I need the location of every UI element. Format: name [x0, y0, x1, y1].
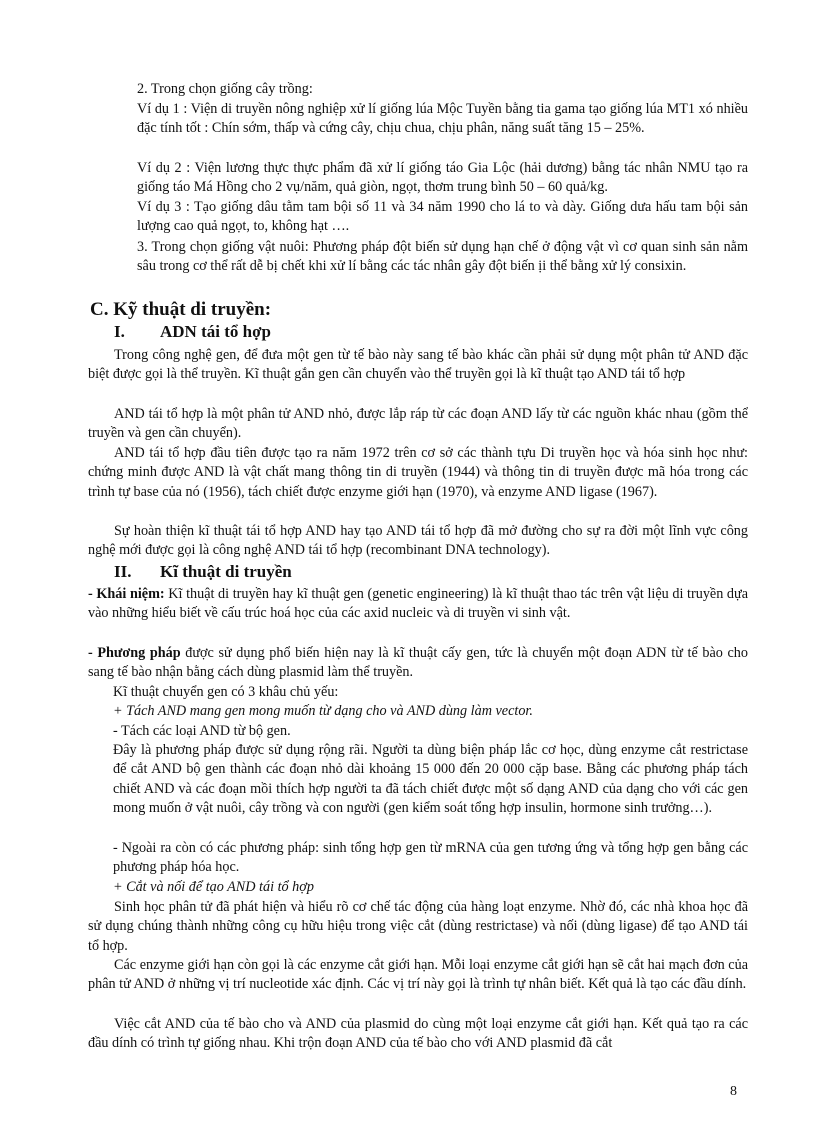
section-3-paragraph: 3. Trong chọn giống vật nuôi: Phương pháp đột biến sử dụng hạn chế ở động vật vì cơ quan sinh sản nằm sâu trong cơ thể rất dễ bị chết khi xử lí bằng các tác nhân gây đột biến ịi thể bằng xử lý consixin. — [137, 239, 748, 275]
stages-intro: Kĩ thuật chuyển gen có 3 khâu chủ yếu: — [113, 684, 339, 700]
step-1: + Tách AND mang gen mong muốn từ dạng cho và AND dùng làm vector. — [113, 703, 533, 719]
section-2-heading: 2. Trong chọn giống cây trồng: — [137, 81, 313, 97]
part-i-paragraph-3: AND tái tổ hợp đầu tiên được tạo ra năm 1972 trên cơ sở các thành tựu Di truyền học và hóa sinh học như: chứng minh được AND là vật chất mang thông tin di truyền (1944) và thông tin di truyền được mã hóa trong các trình tự base của nó (1956), tách chiết được enzyme giới hạn (1970), và enzyme AND ligase (1967). — [88, 445, 748, 500]
cutting-paragraph: Việc cắt AND của tế bào cho và AND của plasmid do cùng một loại enzyme cắt giới hạn. Kết quả tạo ra các đầu dính có trình tự giống nhau. Khi trộn đoạn AND của tế bào cho với AND plasmid đã cắt — [88, 1016, 748, 1052]
part-i-title: ADN tái tổ hợp — [160, 322, 271, 341]
molecular-biology-paragraph: Sinh học phân tử đã phát hiện và hiểu rõ cơ chế tác động của hàng loạt enzyme. Nhờ đó, các nhà khoa học đã sử dụng chúng thành những công cụ hữu hiệu trong việc cắt (dùng restrictase) và nối (dùng ligase) để tạo AND tái tổ hợp. — [88, 899, 748, 954]
restriction-paragraph: Đây là phương pháp được sử dụng rộng rãi. Người ta dùng biện pháp lắc cơ học, dùng enzyme cắt restrictase để cắt AND bộ gen thành các đoạn nhỏ dài khoảng 15 000 đến 20 000 cặp base. Bằng các phương pháp tách chiết AND và các đoạn mồi thích hợp người ta đã tách chiết được một số dạng AND của dạng cho với các gen mong muốn ở vật nuôi, cây trồng và con người (gen kiểm soát tổng hợp insulin, hormone sinh trưởng…). — [113, 742, 748, 816]
definition-text: Kĩ thuật di truyền hay kĩ thuật gen (genetic engineering) là kĩ thuật thao tác trên vật liệu di truyền dựa vào những hiểu biết về cấu trúc hoá học của các axid nucleic và di truyền vi sinh vật. — [88, 586, 749, 622]
page-number: 8 — [730, 1084, 737, 1099]
example-3: Ví dụ 3 : Tạo giống dâu tằm tam bội số 11 và 34 năm 1990 cho lá to và dày. Giống dưa hấu tam bội sản lượng cao quả ngọt, to, không hạt …. — [137, 199, 748, 235]
enzyme-paragraph: Các enzyme giới hạn còn gọi là các enzyme cắt giới hạn. Mỗi loại enzyme cắt giới hạn sẽ cắt hai mạch đơn của phân tử AND ở những vị trí nucleotide xác định. Các vị trí này gọi là trình tự nhân biết. Kết quả là tạo các đầu dính. — [88, 957, 748, 993]
part-ii-title: Kĩ thuật di truyền — [160, 562, 292, 581]
example-1: Ví dụ 1 : Viện di truyền nông nghiệp xử lí giống lúa Mộc Tuyền bằng tia gama tạo giống lúa MT1 xó nhiều đặc tính tốt : Chín sớm, thấp và cứng cây, chịu chua, chịu phân, năng suất tăng 15 – 25%. — [137, 101, 748, 137]
example-2: Ví dụ 2 : Viện lương thực thực phẩm đã xử lí giống táo Gia Lộc (hải dương) bằng tác nhân NMU tạo ra giống táo Má Hồng cho 2 vụ/năm, quả giòn, ngọt, thơm trung bình 50 – 60 quả/kg. — [137, 160, 748, 196]
part-i-number: I. — [114, 322, 125, 341]
other-methods-paragraph: - Ngoài ra còn có các phương pháp: sinh tổng hợp gen từ mRNA của gen tương ứng và tổng hợp gen bằng các phương pháp hóa học. — [113, 840, 748, 876]
method-label: - Phương pháp — [88, 645, 181, 661]
sub-step-1: - Tách các loại AND từ bộ gen. — [113, 723, 291, 739]
definition-label: - Khái niệm: — [88, 586, 165, 602]
part-ii-number: II. — [114, 562, 132, 581]
definition-paragraph — [88, 585, 748, 624]
method-paragraph — [88, 644, 748, 683]
step-2: + Cắt và nối để tạo AND tái tổ hợp — [113, 879, 314, 895]
part-i-paragraph-2: AND tái tổ hợp là một phân tử AND nhỏ, được lắp ráp từ các đoạn AND lấy từ các nguồn khác nhau (gồm thể truyền và gen cần chuyển). — [88, 406, 748, 442]
part-i-paragraph-4: Sự hoàn thiện kĩ thuật tái tổ hợp AND hay tạo AND tái tổ hợp đã mở đường cho sự ra đời một lĩnh vực công nghệ mới được gọi là công nghệ AND tái tổ hợp (recombinant DNA technology). — [88, 523, 748, 559]
part-i-paragraph-1: Trong công nghệ gen, để đưa một gen từ tế bào này sang tế bào khác cần phải sử dụng một phân tử AND đặc biệt được gọi là thể truyền. Kĩ thuật gắn gen cần chuyển vào thể truyền gọi là kĩ thuật tạo AND tái tổ hợp — [88, 347, 748, 383]
method-text: được sử dụng phổ biến hiện nay là kĩ thuật cấy gen, tức là chuyển một đoạn ADN từ tế bào cho sang tế bào nhận bằng cách dùng plasmid làm thể truyền. — [88, 645, 748, 681]
heading-c: C. Kỹ thuật di truyền: — [90, 299, 272, 320]
